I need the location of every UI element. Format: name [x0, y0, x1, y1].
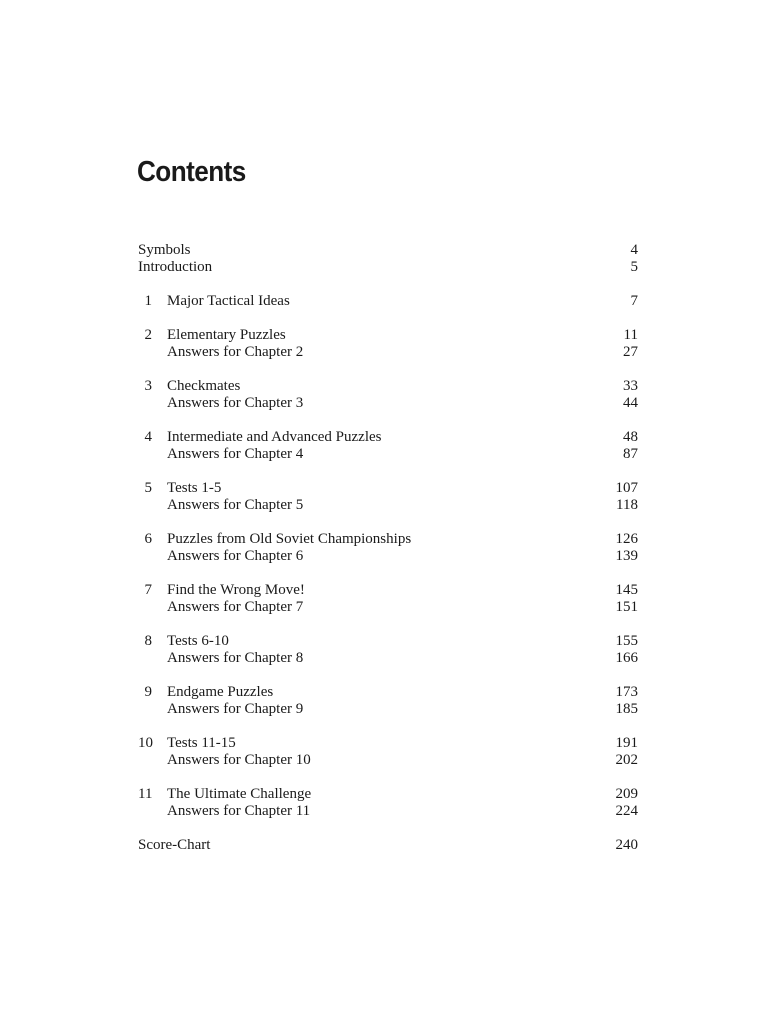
chapter-title: Endgame Puzzles — [167, 684, 274, 700]
entry-page-number: 126 — [615, 531, 638, 547]
chapter-number: 10 — [138, 735, 153, 751]
toc-entry-answers[interactable] — [138, 497, 638, 514]
answers-label: Answers for Chapter 7 — [167, 599, 304, 615]
toc-entry-chapter[interactable] — [138, 378, 638, 395]
answers-label: Answers for Chapter 6 — [167, 548, 304, 564]
toc-entry-answers[interactable] — [138, 344, 638, 361]
entry-page-number: 155 — [615, 633, 638, 649]
spacer — [138, 361, 638, 378]
toc-entry-answers[interactable] — [138, 650, 638, 667]
entry-label: Introduction — [138, 259, 213, 275]
entry-page-number: 173 — [615, 684, 638, 700]
toc-entry-answers[interactable] — [138, 446, 638, 463]
toc-entry-chapter[interactable] — [138, 684, 638, 701]
chapter-number: 4 — [144, 429, 152, 445]
spacer — [138, 463, 638, 480]
toc-entry-answers[interactable] — [138, 701, 638, 718]
toc-entry-answers[interactable] — [138, 803, 638, 820]
toc-entry-answers[interactable] — [138, 395, 638, 412]
chapter-title: Elementary Puzzles — [167, 327, 286, 343]
chapter-title: Find the Wrong Move! — [167, 582, 305, 598]
spacer — [138, 820, 638, 837]
entry-page-number: 209 — [615, 786, 638, 802]
toc-entry-chapter[interactable] — [138, 293, 638, 310]
entry-page-number: 7 — [630, 293, 638, 309]
entry-page-number: 166 — [615, 650, 638, 666]
toc-entry-chapter[interactable] — [138, 480, 638, 497]
toc-entry-score-chart[interactable] — [138, 837, 638, 854]
chapter-number: 6 — [144, 531, 152, 547]
page-title: Contents — [137, 156, 246, 188]
toc-entry-chapter[interactable] — [138, 327, 638, 344]
spacer — [138, 565, 638, 582]
chapter-number: 2 — [144, 327, 152, 343]
toc-entry-answers[interactable] — [138, 548, 638, 565]
answers-label: Answers for Chapter 8 — [167, 650, 304, 666]
entry-page-number: 33 — [623, 378, 638, 394]
entry-page-number: 118 — [616, 497, 638, 513]
spacer — [138, 310, 638, 327]
answers-label: Answers for Chapter 10 — [167, 752, 311, 768]
entry-page-number: 224 — [615, 803, 638, 819]
entry-page-number: 11 — [623, 327, 638, 343]
entry-page-number: 191 — [615, 735, 638, 751]
toc-entry-introduction[interactable] — [138, 259, 638, 276]
chapter-title: Puzzles from Old Soviet Championships — [167, 531, 412, 547]
entry-page-number: 240 — [615, 837, 638, 853]
chapter-number: 1 — [144, 293, 152, 309]
spacer — [138, 667, 638, 684]
entry-page-number: 107 — [615, 480, 638, 496]
chapter-title: The Ultimate Challenge — [167, 786, 312, 802]
chapter-title: Major Tactical Ideas — [167, 293, 290, 309]
entry-page-number: 87 — [623, 446, 638, 462]
chapter-number: 3 — [144, 378, 152, 394]
toc-entry-chapter[interactable] — [138, 531, 638, 548]
entry-page-number: 4 — [630, 242, 638, 258]
spacer — [138, 276, 638, 293]
toc-entry-chapter[interactable] — [138, 429, 638, 446]
entry-page-number: 44 — [623, 395, 638, 411]
toc-entry-chapter[interactable] — [138, 786, 638, 803]
entry-page-number: 48 — [623, 429, 638, 445]
chapter-number: 5 — [144, 480, 152, 496]
answers-label: Answers for Chapter 11 — [167, 803, 311, 819]
toc-entry-chapter[interactable] — [138, 735, 638, 752]
entry-page-number: 202 — [615, 752, 638, 768]
toc-entry-symbols[interactable] — [138, 242, 638, 259]
entry-page-number: 185 — [615, 701, 638, 717]
chapter-number: 9 — [144, 684, 152, 700]
toc-entry-chapter[interactable] — [138, 633, 638, 650]
spacer — [138, 718, 638, 735]
entry-page-number: 27 — [623, 344, 638, 360]
spacer — [138, 616, 638, 633]
chapter-title: Checkmates — [167, 378, 241, 394]
spacer — [138, 769, 638, 786]
chapter-number: 8 — [144, 633, 152, 649]
entry-page-number: 5 — [630, 259, 638, 275]
answers-label: Answers for Chapter 5 — [167, 497, 304, 513]
chapter-number: 11 — [138, 786, 153, 802]
toc-entry-answers[interactable] — [138, 752, 638, 769]
entry-label: Score-Chart — [138, 837, 211, 853]
spacer — [138, 412, 638, 429]
table-of-contents — [138, 242, 638, 854]
chapter-number: 7 — [144, 582, 152, 598]
entry-page-number: 145 — [615, 582, 638, 598]
entry-label: Symbols — [138, 242, 191, 258]
toc-entry-chapter[interactable] — [138, 582, 638, 599]
entry-page-number: 139 — [615, 548, 638, 564]
answers-label: Answers for Chapter 9 — [167, 701, 304, 717]
answers-label: Answers for Chapter 2 — [167, 344, 304, 360]
answers-label: Answers for Chapter 4 — [167, 446, 304, 462]
chapter-title: Tests 6-10 — [167, 633, 229, 649]
toc-entry-answers[interactable] — [138, 599, 638, 616]
chapter-title: Tests 1-5 — [167, 480, 222, 496]
chapter-title: Intermediate and Advanced Puzzles — [167, 429, 382, 445]
entry-page-number: 151 — [615, 599, 638, 615]
answers-label: Answers for Chapter 3 — [167, 395, 304, 411]
spacer — [138, 514, 638, 531]
chapter-title: Tests 11-15 — [167, 735, 236, 751]
